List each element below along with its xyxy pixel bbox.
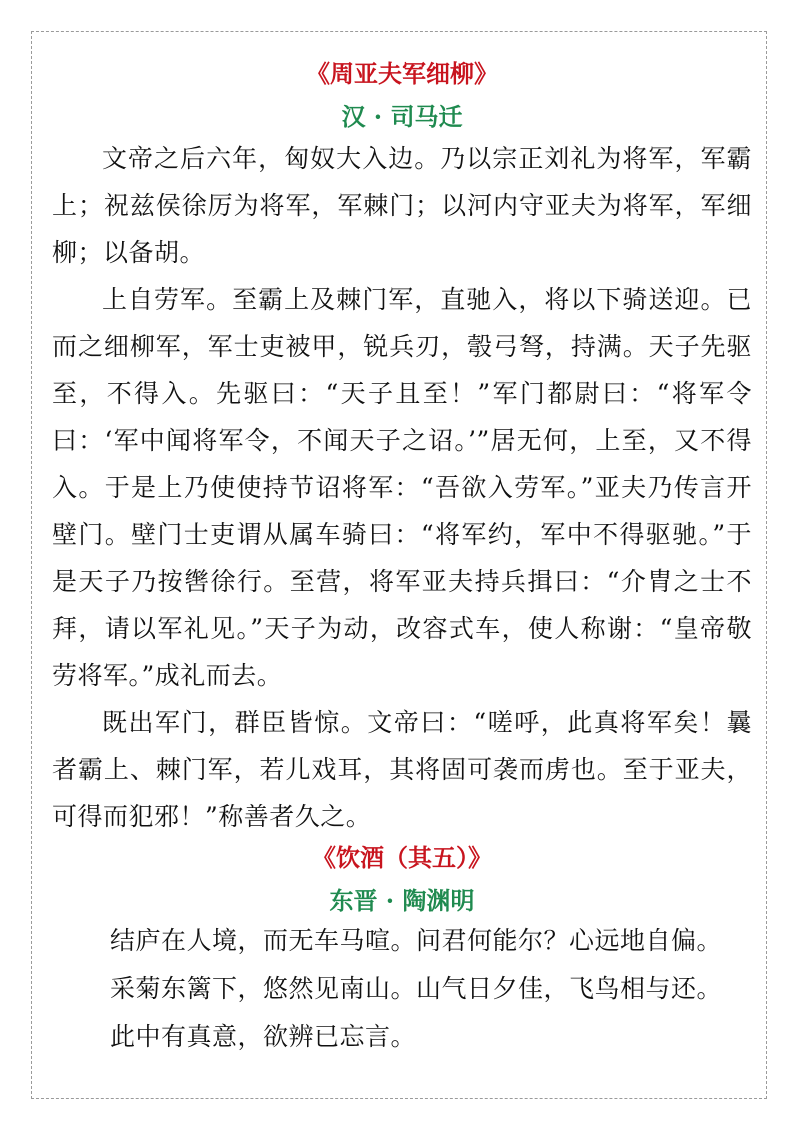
piece1-paragraph-2: 上自劳军。至霸上及棘门军，直驰入，将以下骑送迎。已而之细柳军，军士吏被甲，锐兵刃，彀弓弩，持满。天子先驱至，不得入。先驱曰：“天子且至！”军门都尉曰：“将军令曰：‘军中闻将军令，不闻天子之诏。’”居无何，上至，又不得入。于是上乃使使持节诏将军：“吾欲入劳军。”亚夫乃传言开壁门。壁门士吏谓从属车骑曰：“将军约，军中不得驱驰。”于是天子乃按辔徐行。至营，将军亚夫持兵揖曰：“介胄之士不拜，请以军礼见。”天子为动，改容式车，使人称谢：“皇帝敬劳将军。”成礼而去。 [52,285,752,690]
poem-line-1: 结庐在人境，而无车马喧。问君何能尔？心远地自偏。 [110,926,723,955]
document-content [52,58,752,1061]
poem-line-3: 此中有真意，欲辨已忘言。 [110,1022,417,1051]
poem-line-2: 采菊东篱下，悠然见南山。山气日夕佳，飞鸟相与还。 [110,974,723,1003]
piece1-author: 汉 · 司马迁 [341,102,463,131]
piece1-paragraph-3: 既出军门，群臣皆惊。文帝曰：“嗟呼，此真将军矣！曩者霸上、棘门军，若儿戏耳，其将固可袭而虏也。至于亚夫，可得而犯邪！”称善者久之。 [52,708,752,831]
piece1-paragraph-1: 文帝之后六年，匈奴大入边。乃以宗正刘礼为将军，军霸上；祝兹侯徐厉为将军，军棘门；以河内守亚夫为将军，军细柳；以备胡。 [52,144,752,267]
piece1-title: 《周亚夫军细柳》 [306,59,498,88]
piece2-author: 东晋 · 陶渊明 [329,886,475,915]
piece2-title: 《饮酒（其五）》 [312,843,492,872]
piece1-body [52,135,752,840]
piece2-poem [52,917,752,1061]
